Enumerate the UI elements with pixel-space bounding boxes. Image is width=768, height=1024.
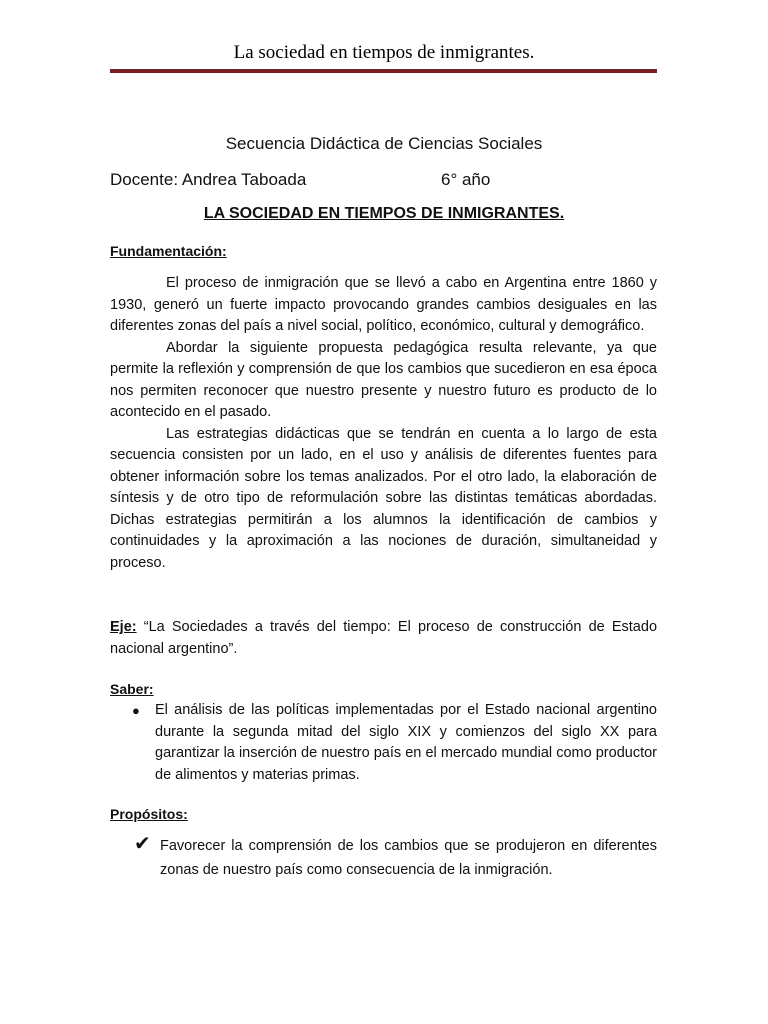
propositos-heading: Propósitos:: [110, 806, 188, 822]
paragraph: Las estrategias didácticas que se tendrán en cuenta a lo largo de esta secuencia consisten por un lado, en el uso y análisis de diferentes fuentes para obtener información sobre los temas analizados. Por el otro lado, la elaboración de síntesis y de otro tipo de reformulación sobre las distintas temáticas abordadas. Dichas estrategias permitirán a los alumnos la identificación de cambios y continuidades y la aproximación a las nociones de duración, simultaneidad y proceso.: [110, 425, 657, 571]
paragraph: Abordar la siguiente propuesta pedagógica resulta relevante, ya que permite la reflexión y comprensión de que los cambios que sucedieron en esa época nos permiten reconocer que nuestro presente y nuestro futuro es producto de lo acontecido en el pasado.: [110, 339, 657, 420]
eje-paragraph: [110, 617, 657, 660]
eje-text: “La Sociedades a través del tiempo: El proceso de construcción de Estado nacional argentino”.: [110, 619, 658, 657]
running-header: La sociedad en tiempos de inmigrantes.: [233, 42, 535, 63]
teacher-line: [110, 170, 658, 190]
teacher-name: Docente: Andrea Taboada: [110, 170, 307, 189]
checkmark-icon: ✔: [134, 833, 151, 855]
fundamentacion-heading: Fundamentación:: [110, 243, 227, 259]
saber-heading: Saber:: [110, 681, 154, 697]
fundamentacion-body: [110, 273, 657, 574]
bullet-icon: ●: [132, 703, 140, 718]
list-item: [110, 700, 657, 786]
proposito-item-text: Favorecer la comprensión de los cambios que se produjeron en diferentes zonas de nuestro país como consecuencia de la inmigración.: [160, 838, 657, 878]
paragraph: El proceso de inmigración que se llevó a cabo en Argentina entre 1860 y 1930, generó un fuerte impacto provocando grandes cambios desiguales en las diferentes zonas del país a nivel social, político, económico, cultural y demográfico.: [110, 275, 657, 334]
document-subtitle: Secuencia Didáctica de Ciencias Sociales: [225, 134, 543, 153]
header-divider: [110, 69, 657, 73]
saber-list: [110, 700, 657, 786]
propositos-list: [110, 834, 657, 882]
grade-level: 6° año: [441, 170, 491, 189]
list-item: [110, 834, 657, 882]
saber-item-text: El análisis de las políticas implementadas por el Estado nacional argentino durante la segunda mitad del siglo XIX y comienzos del siglo XX para garantizar la inserción de nuestro país en el mercado mundial como productor de alimentos y materias primas.: [155, 702, 657, 783]
eje-section: [110, 617, 657, 660]
main-title: LA SOCIEDAD EN TIEMPOS DE INMIGRANTES.: [203, 205, 565, 222]
eje-label: Eje:: [110, 619, 137, 635]
